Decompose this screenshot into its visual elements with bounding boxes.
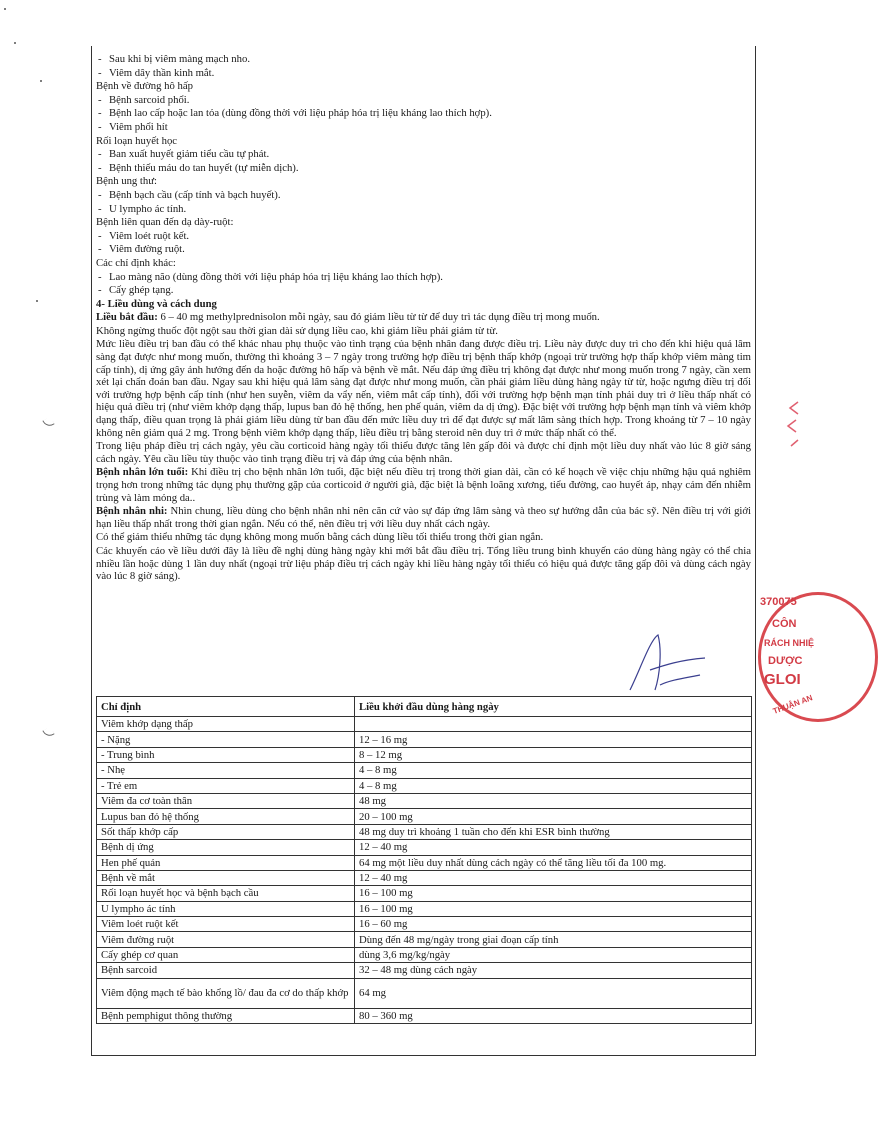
elderly-paragraph: Bệnh nhân lớn tuổi: Khi điều trị cho bệnh nhân lớn tuổi, đặc biệt nếu điều trị trong thời gian dài, cần có kế hoạch về việc chịu những hậu quả nghiêm trọng hơn trong những tác dụng phụ thường gặp của corticoid ở người già, đặc biệt là bệnh loãng xương, tiểu đường, cao huyết áp, nhạy cảm đến nhiễm trùng và làm mỏng da.. [96, 466, 751, 504]
indication-cell: Viêm đường ruột [97, 932, 355, 947]
indication-cell: Lupus ban đỏ hệ thống [97, 809, 355, 824]
dose-cell: dùng 3,6 mg/kg/ngày [355, 947, 752, 962]
list-item: - Viêm loét ruột kết. [98, 229, 190, 242]
list-item: - U lympho ác tính. [98, 202, 187, 215]
category-heading: Bệnh liên quan đến dạ dày-ruột: [96, 216, 234, 229]
table-row [97, 793, 752, 808]
handwritten-signature [620, 630, 710, 700]
list-item: - Sau khi bị viêm màng mạch nho. [98, 53, 250, 65]
table-row [97, 917, 752, 932]
list-item: - Cấy ghép tạng. [98, 284, 174, 297]
dose-cell: 48 mg duy trì khoảng 1 tuần cho đến khi ESR bình thường [355, 824, 752, 839]
dose-cell: 12 – 16 mg [355, 732, 752, 747]
table-row [97, 947, 752, 962]
dose-cell: 12 – 40 mg [355, 870, 752, 885]
dose-cell: 4 – 8 mg [355, 778, 752, 793]
table-row [97, 886, 752, 901]
initial-dose-paragraph: Liều bắt đầu: 6 – 40 mg methylprednisolon mỗi ngày, sau đó giảm liều từ từ để duy trì tác dụng điều trị mong muốn. [96, 311, 600, 324]
table-row [97, 855, 752, 870]
paragraph: Không ngừng thuốc đột ngột sau thời gian dài sử dụng liều cao, khi giảm liều phải giảm từ từ. [96, 324, 498, 337]
indication-cell: Bệnh pemphigut thông thường [97, 1008, 355, 1023]
seal-text: THUẬN AN [771, 693, 814, 716]
dose-cell [355, 717, 752, 732]
seal-text: CÔN [772, 618, 797, 630]
indication-cell: - Trẻ em [97, 778, 355, 793]
seal-text: GLOI [764, 671, 801, 688]
dose-cell: 12 – 40 mg [355, 840, 752, 855]
indication-cell: Viêm khớp dạng thấp [97, 717, 355, 732]
table-row [97, 747, 752, 762]
table-row [97, 809, 752, 824]
scan-speck [40, 80, 42, 82]
dose-cell: 16 – 100 mg [355, 886, 752, 901]
scan-speck [14, 42, 16, 44]
category-heading: Bệnh ung thư: [96, 175, 158, 188]
section-title: 4- Liều dùng và cách dung [96, 297, 217, 310]
table-row [97, 901, 752, 916]
indication-cell: Sốt thấp khớp cấp [97, 824, 355, 839]
table-row [97, 932, 752, 947]
indication-cell: Cấy ghép cơ quan [97, 947, 355, 962]
indication-cell: Viêm động mạch tế bào khổng lồ/ đau đa cơ do thấp khớp [97, 978, 355, 1008]
table-row [97, 963, 752, 978]
list-item: - Bệnh lao cấp hoặc lan tỏa (dùng đồng thời với liệu pháp hóa trị liệu kháng lao thích hợp). [98, 107, 492, 120]
indication-cell: - Trung bình [97, 747, 355, 762]
dose-cell: 64 mg [355, 978, 752, 1008]
indication-cell: Hen phế quản [97, 855, 355, 870]
column-header: Chỉ định [97, 697, 355, 717]
list-item: - Viêm đường ruột. [98, 243, 185, 256]
indication-cell: U lympho ác tính [97, 901, 355, 916]
indication-cell: Rối loạn huyết học và bệnh bạch cầu [97, 886, 355, 901]
scan-speck [36, 300, 38, 302]
indication-cell: - Nhẹ [97, 763, 355, 778]
company-seal [756, 592, 815, 722]
document-body [96, 53, 751, 584]
category-heading: Bệnh về đường hô hấp [96, 80, 193, 93]
column-header: Liều khởi đầu dùng hàng ngày [355, 697, 752, 717]
dosage-table [96, 696, 752, 1024]
binding-hole-mark [42, 416, 54, 428]
table-row [97, 717, 752, 732]
table-row [97, 824, 752, 839]
seal-text: DƯỢC [768, 655, 803, 667]
dose-cell: 16 – 100 mg [355, 901, 752, 916]
table-row [97, 1008, 752, 1023]
category-heading: Rối loạn huyết học [96, 134, 178, 147]
table-row [97, 978, 752, 1008]
seal-text: RÁCH NHIỆ [764, 638, 815, 648]
list-item: - Ban xuất huyết giảm tiểu cầu tự phát. [98, 148, 270, 161]
binding-hole-mark [42, 726, 54, 738]
list-item: - Viêm dây thần kinh mắt. [98, 66, 215, 79]
seal-text: 370075 [760, 596, 797, 608]
dose-cell: 8 – 12 mg [355, 747, 752, 762]
dose-cell: 64 mg một liều duy nhất dùng cách ngày có thể tăng liều tối đa 100 mg. [355, 855, 752, 870]
pediatric-paragraph: Bệnh nhân nhi: Nhìn chung, liều dùng cho bệnh nhân nhi nên căn cứ vào sự đáp ứng lâm sàng và theo sự hướng dẫn của bác sỹ. Nên điều trị với giới hạn liều thấp nhất trong thời gian ngắn. Nếu có thể, nên điều trị với liều duy nhất cách ngày. [96, 505, 751, 530]
paragraph: Có thể giảm thiểu những tác dụng không mong muốn bằng cách dùng liều tối thiểu trong thời gian ngắn. [96, 531, 544, 544]
scan-speck [4, 8, 6, 10]
paragraph: Trong liệu pháp điều trị cách ngày, yêu cầu corticoid hàng ngày tối thiểu được tăng lên gấp đôi và được chỉ định một liều duy nhất vào lúc 8 giờ sáng cách ngày. Yêu cầu liều tùy thuộc vào tình trạng điều trị và đáp ứng của bệnh nhân. [96, 440, 751, 465]
indication-cell: - Nặng [97, 732, 355, 747]
list-item: - Viêm phổi hít [98, 120, 168, 133]
list-item: - Lao màng não (dùng đồng thời với liệu pháp hóa trị liệu kháng lao thích hợp). [98, 270, 443, 283]
list-item: - Bệnh bạch cầu (cấp tính và bạch huyết). [98, 188, 281, 201]
category-heading: Các chỉ định khác: [96, 256, 176, 269]
table-row [97, 763, 752, 778]
list-item: - Bệnh thiếu máu do tan huyết (tự miễn dịch). [98, 161, 299, 174]
indication-cell: Viêm loét ruột kết [97, 917, 355, 932]
indication-cell: Bệnh về mắt [97, 870, 355, 885]
dose-cell: 4 – 8 mg [355, 763, 752, 778]
indication-cell: Bệnh dị ứng [97, 840, 355, 855]
paragraph: Mức liều điều trị ban đầu có thể khác nhau phụ thuộc vào tình trạng của bệnh nhân đang được điều trị. Liều này được duy trì cho đến khi hiệu quả lâm sàng đạt được như mong muốn, thường thì khoảng 3 – 7 ngày trong trường hợp điều trị bệnh thấp khớp (ngoại trừ trường hợp thấp khớp viêm màng tim cấp tính), dị ứng gây ảnh hưởng đến da hoặc đường hô hấp và bệnh về mắt. Nếu đáp ứng điều trị không đạt được như mong muốn trong 7 ngày, cần xem xét lại chẩn đoán ban đầu. Ngay sau khi hiệu quả lâm sàng đạt được như mong muốn, cần phải giảm liều dùng hàng ngày từ từ, hoặc ngưng điều trị đối với trường hợp bệnh cấp tính (như hen suyễn, viêm da vẩy nến, viêm mắt cấp tính), đối với trường hợp bệnh mạn tính phải duy trì ở liều thấp nhất có hiệu quả điều trị (như viêm khớp dạng thấp, lupus ban đỏ hệ thống, hen phế quản, viêm da dị ứng). Đặc biệt với trường hợp bệnh mạn tính và viêm khớp dạng thấp, điều quan trọng là phải giảm liều dùng từ ban đầu đến mức liều duy trì để đạt được sự mất lâm sàng thích hợp. Trong khoảng từ 7 – 10 ngày không nên giảm quá 2 mg. Trong bệnh viêm khớp dạng thấp, liều điều trị bằng steroid nên duy trì ở mức thấp nhất có thể. [96, 338, 751, 439]
table-row [97, 778, 752, 793]
dose-cell: 20 – 100 mg [355, 809, 752, 824]
indication-cell: Bệnh sarcoid [97, 963, 355, 978]
dose-cell: Dùng đến 48 mg/ngày trong giai đoạn cấp tính [355, 932, 752, 947]
dose-cell: 32 – 48 mg dùng cách ngày [355, 963, 752, 978]
table-row [97, 732, 752, 747]
dose-cell: 16 – 60 mg [355, 917, 752, 932]
dose-cell: 80 – 360 mg [355, 1008, 752, 1023]
list-item: - Bệnh sarcoid phổi. [98, 93, 190, 106]
table-row [97, 870, 752, 885]
red-edge-mark [784, 400, 799, 460]
dose-cell: 48 mg [355, 793, 752, 808]
table-row [97, 840, 752, 855]
indication-cell: Viêm đa cơ toàn thân [97, 793, 355, 808]
paragraph: Các khuyến cáo về liều dưới đây là liều đề nghị dùng hàng ngày khi mới bắt đầu điều trị. Tổng liều trung bình khuyến cáo dùng hàng ngày có thể chia nhiều lần hoặc dùng 1 lần duy nhất (ngoại trừ liệu pháp điều trị cách ngày khi liều hàng ngày tối thiểu có hiệu quả được tăng gấp đôi và dùng cách ngày vào lúc 8 giờ sáng). [96, 544, 751, 583]
